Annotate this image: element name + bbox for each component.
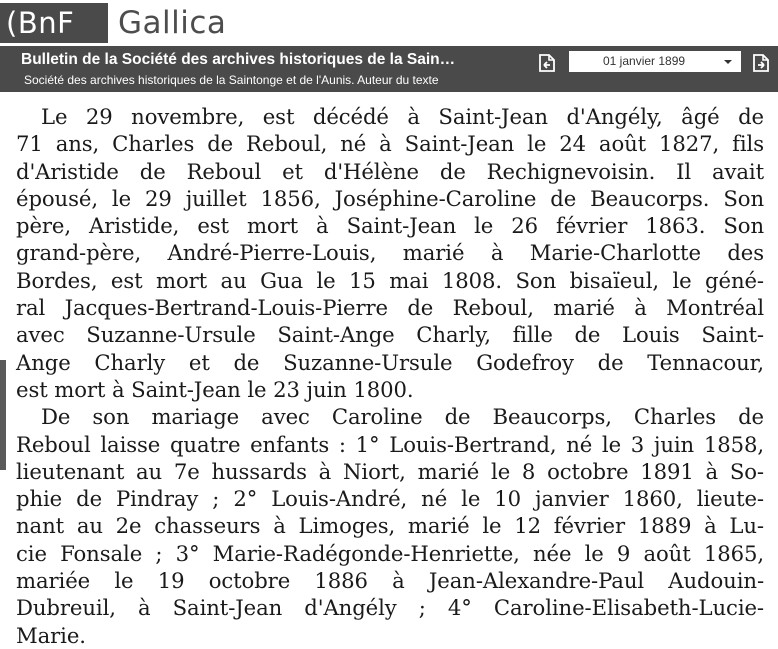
document-title[interactable]: Bulletin de la Société des archives historiques de la Sain… xyxy=(21,51,456,68)
text-line: ral Jacques-Bertrand-Louis-Pierre de Reboul, marié à Montréal xyxy=(16,295,764,321)
text-line: nant au 2e chasseurs à Limoges, marié le 12 février 1889 à Lu- xyxy=(16,513,764,539)
text-line: phie de Pindray ; 2° Louis-André, né le 10 janvier 1860, lieute- xyxy=(16,486,764,512)
page-edge-shadow xyxy=(0,360,6,470)
gallica-topbar xyxy=(0,0,778,46)
gallica-logo[interactable]: Gallica xyxy=(118,5,227,41)
date-select[interactable] xyxy=(569,51,741,72)
bnf-logo[interactable]: (BnF xyxy=(0,3,108,43)
document-author[interactable]: Société des archives historiques de la Saintonge et de l'Aunis. Auteur du texte xyxy=(24,73,439,87)
text-line: épousé, le 29 juillet 1856, Joséphine-Caroline de Beaucorps. Son xyxy=(16,185,764,211)
scanned-page[interactable] xyxy=(0,92,778,648)
text-line: Ange Charly et de Suzanne-Ursule Godefroy de Tennacour, xyxy=(16,349,764,375)
text-line: est mort à Saint-Jean le 23 juin 1800. xyxy=(16,376,414,402)
chevron-down-icon xyxy=(724,60,732,64)
page-text xyxy=(16,103,776,649)
text-line: Le 29 novembre, est décédé à Saint-Jean d'Angély, âgé de xyxy=(41,104,764,129)
text-line: De son mariage avec Caroline de Beaucorps, Charles de xyxy=(41,404,764,430)
text-line: Reboul laisse quatre enfants : 1° Louis-Bertrand, né le 3 juin 1858, xyxy=(16,431,764,457)
text-line: Bordes, est mort au Gua le 15 mai 1808. Son bisaïeul, le géné- xyxy=(16,267,764,293)
next-document-icon[interactable] xyxy=(750,52,772,74)
text-line: avec Suzanne-Ursule Saint-Ange Charly, fille de Louis Saint- xyxy=(16,322,764,348)
text-line: Dubreuil, à Saint-Jean d'Angély ; 4° Caroline-Elisabeth-Lucie- xyxy=(16,595,764,621)
text-line: mariée le 19 octobre 1886 à Jean-Alexandre-Paul Audouin- xyxy=(16,568,764,594)
text-line: 71 ans, Charles de Reboul, né à Saint-Jean le 24 août 1827, fils xyxy=(16,131,764,157)
text-line: père, Aristide, est mort à Saint-Jean le 26 février 1863. Son xyxy=(16,213,764,239)
text-line: Marie. xyxy=(16,622,86,648)
text-line: d'Aristide de Reboul et d'Hélène de Rechignevoisin. Il avait xyxy=(16,158,764,184)
text-line: lieutenant au 7e hussards à Niort, marié le 8 octobre 1891 à So- xyxy=(16,458,764,484)
previous-document-icon[interactable] xyxy=(536,52,558,74)
date-select-value: 01 janvier 1899 xyxy=(603,54,686,68)
text-line: grand-père, André-Pierre-Louis, marié à Marie-Charlotte des xyxy=(16,240,764,266)
text-line: cie Fonsale ; 3° Marie-Radégonde-Henriette, née le 9 août 1865, xyxy=(16,540,764,566)
